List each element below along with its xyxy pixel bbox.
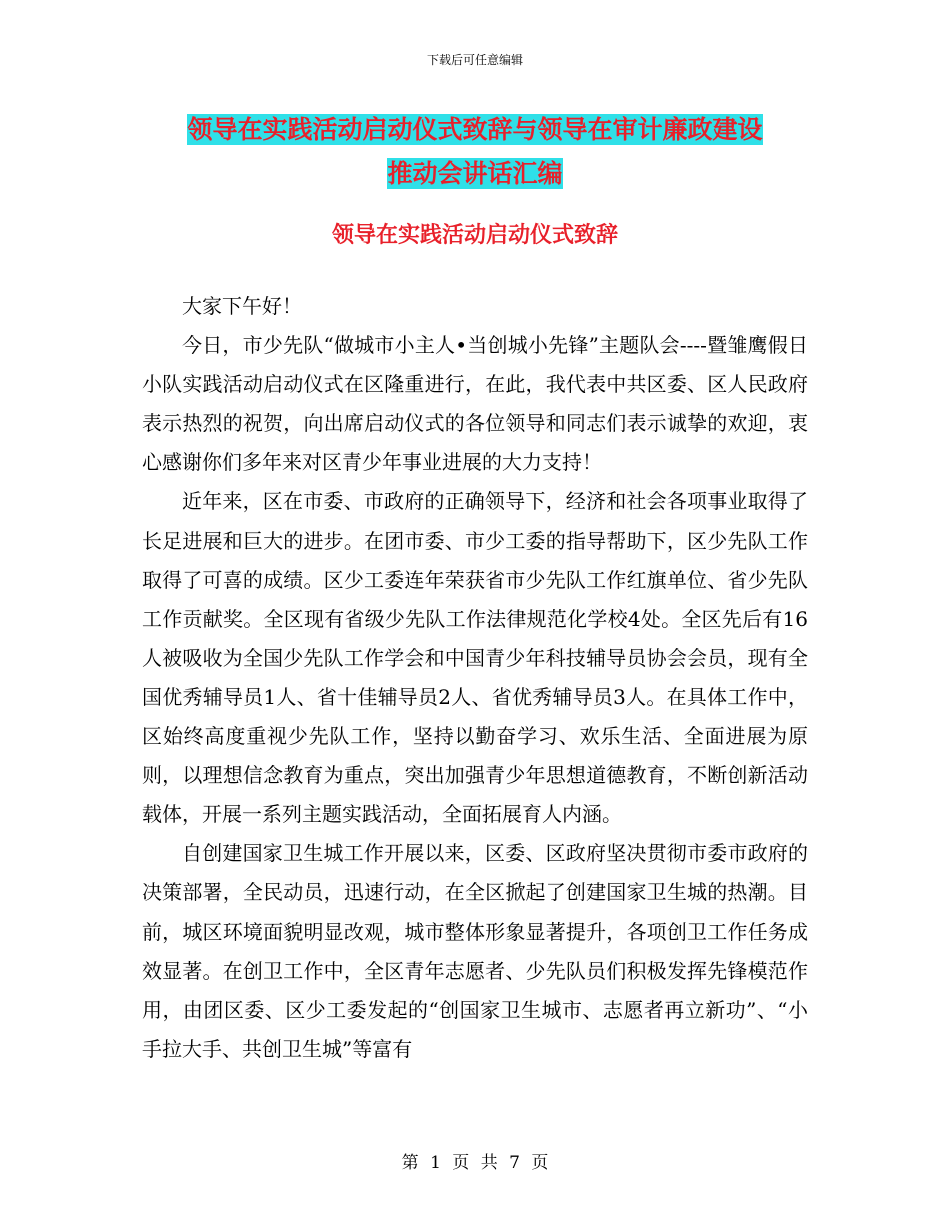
document-title-line-2 <box>140 154 810 194</box>
document-title-line-1 <box>140 110 810 150</box>
paragraph-2: 近年来，区在市委、市政府的正确领导下，经济和社会各项事业取得了长足进展和巨大的进步。在团市委、市少工委的指导帮助下，区少先队工作取得了可喜的成绩。区少工委连年荣获省市少先队工作红旗单位、省少先队工作贡献奖。全区现有省级少先队工作法律规范化学校4处。全区先后有16人被吸收为全国少先队工作学会和中国青少年科技辅导员协会会员，现有全国优秀辅导员1人、省十佳辅导员2人、省优秀辅导员3人。在具体工作中，区始终高度重视少先队工作，坚持以勤奋学习、欢乐生活、全面进展为原则，以理想信念教育为重点，突出加强青少年思想道德教育，不断创新活动载体，开展一系列主题实践活动，全面拓展育人内涵。 <box>142 489 808 827</box>
section-title: 领导在实践活动启动仪式致辞 <box>331 223 618 248</box>
document-body <box>142 287 808 1069</box>
page-number-footer: 第 1 页 共 7 页 <box>401 1153 549 1173</box>
document-title-text-2: 推动会讲话汇编 <box>387 159 563 188</box>
paragraph-1: 今日，市少先队“做城市小主人•当创城小先锋”主题队会----暨雏鹰假日小队实践活动启动仪式在区隆重进行，在此，我代表中共区委、区人民政府表示热烈的祝贺，向出席启动仪式的各位领导和同志们表示诚挚的欢迎，衷心感谢你们多年来对区青少年事业进展的大力支持！ <box>142 333 808 475</box>
paragraph-greeting: 大家下午好！ <box>182 294 302 318</box>
document-title-text-1: 领导在实践活动启动仪式致辞与领导在审计廉政建设 <box>187 115 763 144</box>
paragraph-3: 自创建国家卫生城工作开展以来，区委、区政府坚决贯彻市委市政府的决策部署，全民动员，迅速行动，在全区掀起了创建国家卫生城的热潮。目前，城区环境面貌明显改观，城市整体形象显著提升，各项创卫工作任务成效显著。在创卫工作中，全区青年志愿者、少先队员们积极发挥先锋模范作用，由团区委、区少工委发起的“创国家卫生城市、志愿者再立新功”、“小手拉大手、共创卫生城”等富有 <box>142 841 808 1061</box>
page-header-note: 下载后可任意编辑 <box>426 53 523 67</box>
